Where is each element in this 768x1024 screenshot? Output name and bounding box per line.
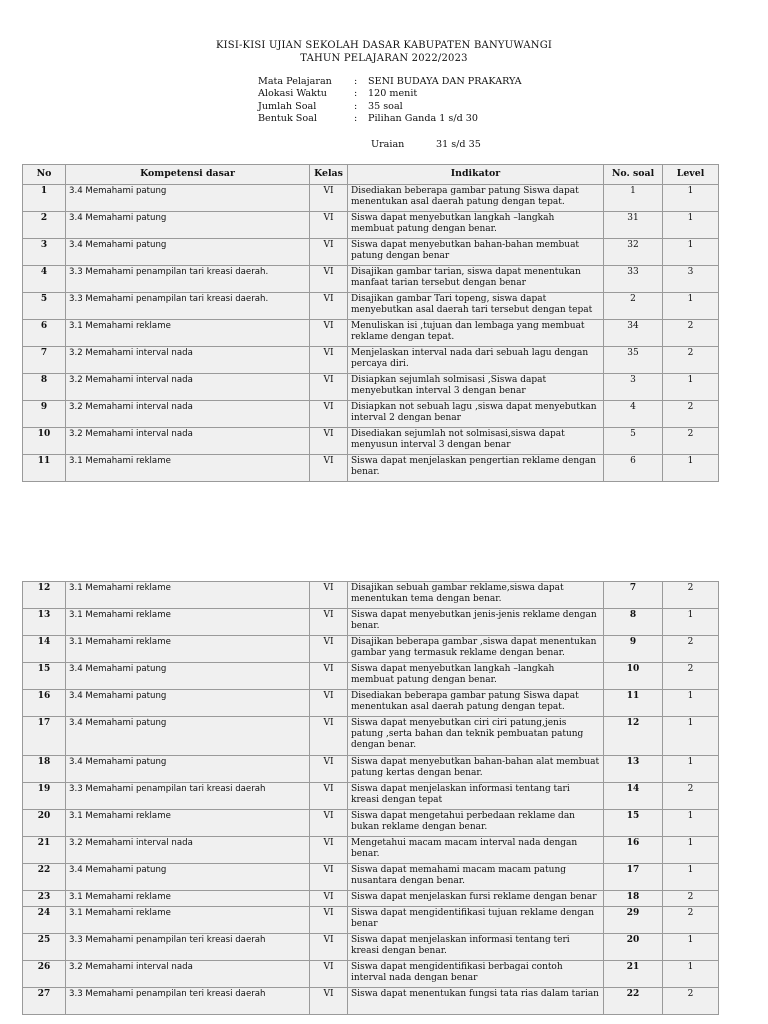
uraian-label: Uraian xyxy=(371,139,405,150)
cell-kompetensi: 3.4 Memahami patung xyxy=(66,212,310,239)
cell-kompetensi: 3.2 Memahami interval nada xyxy=(66,428,310,455)
cell-kompetensi: 3.4 Memahami patung xyxy=(66,756,310,783)
cell-no: 21 xyxy=(23,837,66,864)
cell-indikator: Siswa dapat menjelaskan informasi tentang teri kreasi dengan benar. xyxy=(348,934,604,961)
cell-kompetensi: 3.2 Memahami interval nada xyxy=(66,961,310,988)
cell-no: 15 xyxy=(23,663,66,690)
cell-kompetensi: 3.4 Memahami patung xyxy=(66,690,310,717)
cell-level: 2 xyxy=(663,988,719,1015)
table-row xyxy=(23,864,719,891)
cell-indikator: Siswa dapat menyebutkan bahan-bahan alat membuat patung kertas dengan benar. xyxy=(348,756,604,783)
cell-no: 5 xyxy=(23,293,66,320)
cell-indikator: Siswa dapat menyebutkan langkah –langkah membuat patung dengan benar. xyxy=(348,663,604,690)
cell-no: 1 xyxy=(23,185,66,212)
cell-kelas: VI xyxy=(310,934,348,961)
cell-level: 1 xyxy=(663,934,719,961)
cell-level: 1 xyxy=(663,185,719,212)
cell-no: 4 xyxy=(23,266,66,293)
table-row xyxy=(23,837,719,864)
cell-kelas: VI xyxy=(310,907,348,934)
table-row xyxy=(23,783,719,810)
cell-level: 2 xyxy=(663,663,719,690)
cell-kompetensi: 3.1 Memahami reklame xyxy=(66,609,310,636)
cell-no: 13 xyxy=(23,609,66,636)
table-row xyxy=(23,636,719,663)
cell-no: 17 xyxy=(23,717,66,756)
cell-kompetensi: 3.4 Memahami patung xyxy=(66,239,310,266)
cell-level: 1 xyxy=(663,609,719,636)
column-header-kelas: Kelas xyxy=(310,165,348,185)
cell-indikator: Menuliskan isi ,tujuan dan lembaga yang membuat reklame dengan tepat. xyxy=(348,320,604,347)
cell-kelas: VI xyxy=(310,428,348,455)
cell-indikator: Siswa dapat mengetahui perbedaan reklame dan bukan reklame dengan benar. xyxy=(348,810,604,837)
cell-indikator: Disajikan sebuah gambar reklame,siswa dapat menentukan tema dengan benar. xyxy=(348,582,604,609)
cell-kelas: VI xyxy=(310,891,348,907)
cell-indikator: Disediakan beberapa gambar patung Siswa dapat menentukan asal daerah patung dengan tepat. xyxy=(348,185,604,212)
cell-kompetensi: 3.1 Memahami reklame xyxy=(66,907,310,934)
cell-no-soal: 4 xyxy=(604,401,663,428)
cell-kompetensi: 3.1 Memahami reklame xyxy=(66,455,310,482)
info-row-subject xyxy=(258,76,522,88)
cell-kelas: VI xyxy=(310,239,348,266)
cell-no-soal: 33 xyxy=(604,266,663,293)
table-row xyxy=(23,455,719,482)
cell-kelas: VI xyxy=(310,293,348,320)
uraian-value: 31 s/d 35 xyxy=(436,139,481,150)
cell-no-soal: 2 xyxy=(604,293,663,320)
table-row xyxy=(23,374,719,401)
info-value: Pilihan Ganda 1 s/d 30 xyxy=(368,113,478,125)
info-value: 120 menit xyxy=(368,88,418,100)
cell-no: 2 xyxy=(23,212,66,239)
cell-no-soal: 21 xyxy=(604,961,663,988)
cell-indikator: Disiapkan not sebuah lagu ,siswa dapat menyebutkan interval 2 dengan benar xyxy=(348,401,604,428)
cell-no-soal: 12 xyxy=(604,717,663,756)
cell-level: 2 xyxy=(663,347,719,374)
cell-no: 8 xyxy=(23,374,66,401)
cell-no: 11 xyxy=(23,455,66,482)
cell-level: 2 xyxy=(663,401,719,428)
cell-kompetensi: 3.3 Memahami penampilan tari kreasi daerah xyxy=(66,783,310,810)
document-title: KISI-KISI UJIAN SEKOLAH DASAR KABUPATEN BANYUWANGI xyxy=(215,40,553,51)
cell-no: 6 xyxy=(23,320,66,347)
info-row-count xyxy=(258,101,522,113)
info-label: Jumlah Soal xyxy=(258,100,317,112)
cell-kompetensi: 3.1 Memahami reklame xyxy=(66,891,310,907)
cell-indikator: Disajikan gambar tarian, siswa dapat menentukan manfaat tarian tersebut dengan benar xyxy=(348,266,604,293)
cell-indikator: Siswa dapat mengidentifikasi berbagai contoh interval nada dengan benar xyxy=(348,961,604,988)
cell-kompetensi: 3.3 Memahami penampilan teri kreasi daerah xyxy=(66,988,310,1015)
cell-kelas: VI xyxy=(310,837,348,864)
cell-kelas: VI xyxy=(310,401,348,428)
cell-no-soal: 15 xyxy=(604,810,663,837)
cell-no-soal: 32 xyxy=(604,239,663,266)
table-row xyxy=(23,907,719,934)
table-row xyxy=(23,266,719,293)
cell-kompetensi: 3.3 Memahami penampilan tari kreasi daerah. xyxy=(66,266,310,293)
cell-no: 18 xyxy=(23,756,66,783)
info-label: Mata Pelajaran xyxy=(258,76,332,87)
table-header-row xyxy=(23,165,719,185)
cell-no: 9 xyxy=(23,401,66,428)
table-row xyxy=(23,428,719,455)
cell-kompetensi: 3.1 Memahami reklame xyxy=(66,810,310,837)
cell-indikator: Siswa dapat menjelaskan pengertian reklame dengan benar. xyxy=(348,455,604,482)
cell-no-soal: 20 xyxy=(604,934,663,961)
info-label: Alokasi Waktu xyxy=(258,88,327,100)
cell-indikator: Siswa dapat mengidentifikasi tujuan reklame dengan benar xyxy=(348,907,604,934)
cell-no: 22 xyxy=(23,864,66,891)
cell-indikator: Siswa dapat menyebutkan langkah –langkah membuat patung dengan benar. xyxy=(348,212,604,239)
cell-indikator: Siswa dapat menentukan fungsi tata rias dalam tarian xyxy=(348,988,604,1015)
cell-no-soal: 10 xyxy=(604,663,663,690)
table-row xyxy=(23,320,719,347)
cell-indikator: Disiapkan sejumlah solmisasi ,Siswa dapat menyebutkan interval 3 dengan benar xyxy=(348,374,604,401)
info-colon: : xyxy=(354,76,358,87)
cell-no-soal: 18 xyxy=(604,891,663,907)
cell-no: 19 xyxy=(23,783,66,810)
info-colon: : xyxy=(354,113,358,125)
cell-kelas: VI xyxy=(310,455,348,482)
cell-kelas: VI xyxy=(310,212,348,239)
table-row xyxy=(23,810,719,837)
cell-kelas: VI xyxy=(310,717,348,756)
table-row xyxy=(23,347,719,374)
cell-no-soal: 31 xyxy=(604,212,663,239)
cell-no-soal: 22 xyxy=(604,988,663,1015)
kisi-table-part1 xyxy=(22,164,719,482)
cell-level: 1 xyxy=(663,690,719,717)
cell-kelas: VI xyxy=(310,347,348,374)
table-row xyxy=(23,212,719,239)
cell-level: 1 xyxy=(663,212,719,239)
cell-kelas: VI xyxy=(310,988,348,1015)
cell-no-soal: 5 xyxy=(604,428,663,455)
cell-no: 16 xyxy=(23,690,66,717)
cell-kelas: VI xyxy=(310,609,348,636)
cell-no: 24 xyxy=(23,907,66,934)
cell-kompetensi: 3.3 Memahami penampilan tari kreasi daerah. xyxy=(66,293,310,320)
kisi-table-part2 xyxy=(22,581,719,1015)
cell-no: 20 xyxy=(23,810,66,837)
cell-indikator: Siswa dapat menyebutkan ciri ciri patung,jenis patung ,serta bahan dan teknik pembuatan patung dengan benar. xyxy=(348,717,604,756)
cell-level: 1 xyxy=(663,293,719,320)
cell-no-soal: 11 xyxy=(604,690,663,717)
exam-info xyxy=(258,76,522,126)
cell-level: 2 xyxy=(663,783,719,810)
info-colon: : xyxy=(354,88,358,100)
cell-indikator: Disediakan sejumlah not solmisasi,siswa dapat menyusun interval 3 dengan benar xyxy=(348,428,604,455)
cell-indikator: Siswa dapat menyebutkan bahan-bahan membuat patung dengan benar xyxy=(348,239,604,266)
column-header-soal: No. soal xyxy=(604,165,663,185)
cell-level: 1 xyxy=(663,864,719,891)
cell-no: 26 xyxy=(23,961,66,988)
cell-no-soal: 34 xyxy=(604,320,663,347)
cell-level: 2 xyxy=(663,636,719,663)
cell-no-soal: 9 xyxy=(604,636,663,663)
cell-level: 1 xyxy=(663,837,719,864)
cell-level: 2 xyxy=(663,428,719,455)
cell-level: 2 xyxy=(663,907,719,934)
cell-no: 12 xyxy=(23,582,66,609)
cell-kelas: VI xyxy=(310,961,348,988)
table-row xyxy=(23,401,719,428)
cell-kompetensi: 3.4 Memahami patung xyxy=(66,185,310,212)
table-row xyxy=(23,239,719,266)
column-header-kd: Kompetensi dasar xyxy=(66,165,310,185)
info-row-time xyxy=(258,88,522,100)
cell-kelas: VI xyxy=(310,374,348,401)
info-value: SENI BUDAYA DAN PRAKARYA xyxy=(368,76,522,87)
cell-no-soal: 8 xyxy=(604,609,663,636)
cell-level: 2 xyxy=(663,891,719,907)
cell-kompetensi: 3.4 Memahami patung xyxy=(66,663,310,690)
cell-no-soal: 6 xyxy=(604,455,663,482)
cell-indikator: Siswa dapat menjelaskan fursi reklame dengan benar xyxy=(348,891,604,907)
table-row xyxy=(23,756,719,783)
cell-no: 14 xyxy=(23,636,66,663)
document-subtitle: TAHUN PELAJARAN 2022/2023 xyxy=(300,53,468,64)
cell-level: 1 xyxy=(663,239,719,266)
cell-kelas: VI xyxy=(310,185,348,212)
table-row xyxy=(23,185,719,212)
table-row xyxy=(23,293,719,320)
cell-no-soal: 1 xyxy=(604,185,663,212)
cell-kompetensi: 3.2 Memahami interval nada xyxy=(66,374,310,401)
cell-kelas: VI xyxy=(310,756,348,783)
cell-kelas: VI xyxy=(310,266,348,293)
cell-indikator: Siswa dapat menjelaskan informasi tentang tari kreasi dengan tepat xyxy=(348,783,604,810)
cell-kompetensi: 3.1 Memahami reklame xyxy=(66,582,310,609)
cell-indikator: Disajikan beberapa gambar ,siswa dapat menentukan gambar yang termasuk reklame dengan benar. xyxy=(348,636,604,663)
cell-level: 1 xyxy=(663,961,719,988)
cell-level: 1 xyxy=(663,756,719,783)
cell-kelas: VI xyxy=(310,690,348,717)
cell-kelas: VI xyxy=(310,663,348,690)
cell-kelas: VI xyxy=(310,810,348,837)
cell-kelas: VI xyxy=(310,783,348,810)
info-row-type xyxy=(258,113,522,125)
cell-kompetensi: 3.4 Memahami patung xyxy=(66,864,310,891)
table-row xyxy=(23,582,719,609)
table-row xyxy=(23,988,719,1015)
cell-no: 7 xyxy=(23,347,66,374)
cell-kompetensi: 3.3 Memahami penampilan teri kreasi daerah xyxy=(66,934,310,961)
cell-no-soal: 16 xyxy=(604,837,663,864)
cell-no-soal: 17 xyxy=(604,864,663,891)
cell-level: 2 xyxy=(663,582,719,609)
column-header-level: Level xyxy=(663,165,719,185)
cell-kompetensi: 3.1 Memahami reklame xyxy=(66,320,310,347)
cell-indikator: Disajikan gambar Tari topeng, siswa dapat menyebutkan asal daerah tari tersebut dengan tepat xyxy=(348,293,604,320)
column-header-no: No xyxy=(23,165,66,185)
cell-indikator: Siswa dapat memahami macam macam patung nusantara dengan benar. xyxy=(348,864,604,891)
info-colon: : xyxy=(354,100,358,112)
cell-level: 1 xyxy=(663,717,719,756)
table-row xyxy=(23,934,719,961)
cell-kelas: VI xyxy=(310,582,348,609)
cell-no-soal: 35 xyxy=(604,347,663,374)
cell-kompetensi: 3.1 Memahami reklame xyxy=(66,636,310,663)
info-value: 35 soal xyxy=(368,100,403,112)
cell-no: 25 xyxy=(23,934,66,961)
cell-kompetensi: 3.4 Memahami patung xyxy=(66,717,310,756)
table-row xyxy=(23,717,719,756)
cell-level: 1 xyxy=(663,374,719,401)
cell-level: 1 xyxy=(663,455,719,482)
cell-indikator: Disediakan beberapa gambar patung Siswa dapat menentukan asal daerah patung dengan tepat. xyxy=(348,690,604,717)
cell-no: 23 xyxy=(23,891,66,907)
table-row xyxy=(23,663,719,690)
table-row xyxy=(23,961,719,988)
info-label: Bentuk Soal xyxy=(258,113,317,125)
cell-level: 3 xyxy=(663,266,719,293)
cell-indikator: Mengetahui macam macam interval nada dengan benar. xyxy=(348,837,604,864)
cell-indikator: Siswa dapat menyebutkan jenis-jenis reklame dengan benar. xyxy=(348,609,604,636)
cell-kompetensi: 3.2 Memahami interval nada xyxy=(66,837,310,864)
cell-kelas: VI xyxy=(310,636,348,663)
cell-kompetensi: 3.2 Memahami interval nada xyxy=(66,347,310,374)
cell-no-soal: 13 xyxy=(604,756,663,783)
cell-no-soal: 7 xyxy=(604,582,663,609)
table-row xyxy=(23,690,719,717)
cell-kompetensi: 3.2 Memahami interval nada xyxy=(66,401,310,428)
cell-no: 27 xyxy=(23,988,66,1015)
cell-level: 2 xyxy=(663,320,719,347)
table-row xyxy=(23,609,719,636)
cell-kelas: VI xyxy=(310,864,348,891)
cell-no: 3 xyxy=(23,239,66,266)
column-header-indikator: Indikator xyxy=(348,165,604,185)
cell-no: 10 xyxy=(23,428,66,455)
cell-indikator: Menjelaskan interval nada dari sebuah lagu dengan percaya diri. xyxy=(348,347,604,374)
cell-level: 1 xyxy=(663,810,719,837)
cell-no-soal: 3 xyxy=(604,374,663,401)
cell-no-soal: 29 xyxy=(604,907,663,934)
cell-no-soal: 14 xyxy=(604,783,663,810)
cell-kelas: VI xyxy=(310,320,348,347)
table-row xyxy=(23,891,719,907)
